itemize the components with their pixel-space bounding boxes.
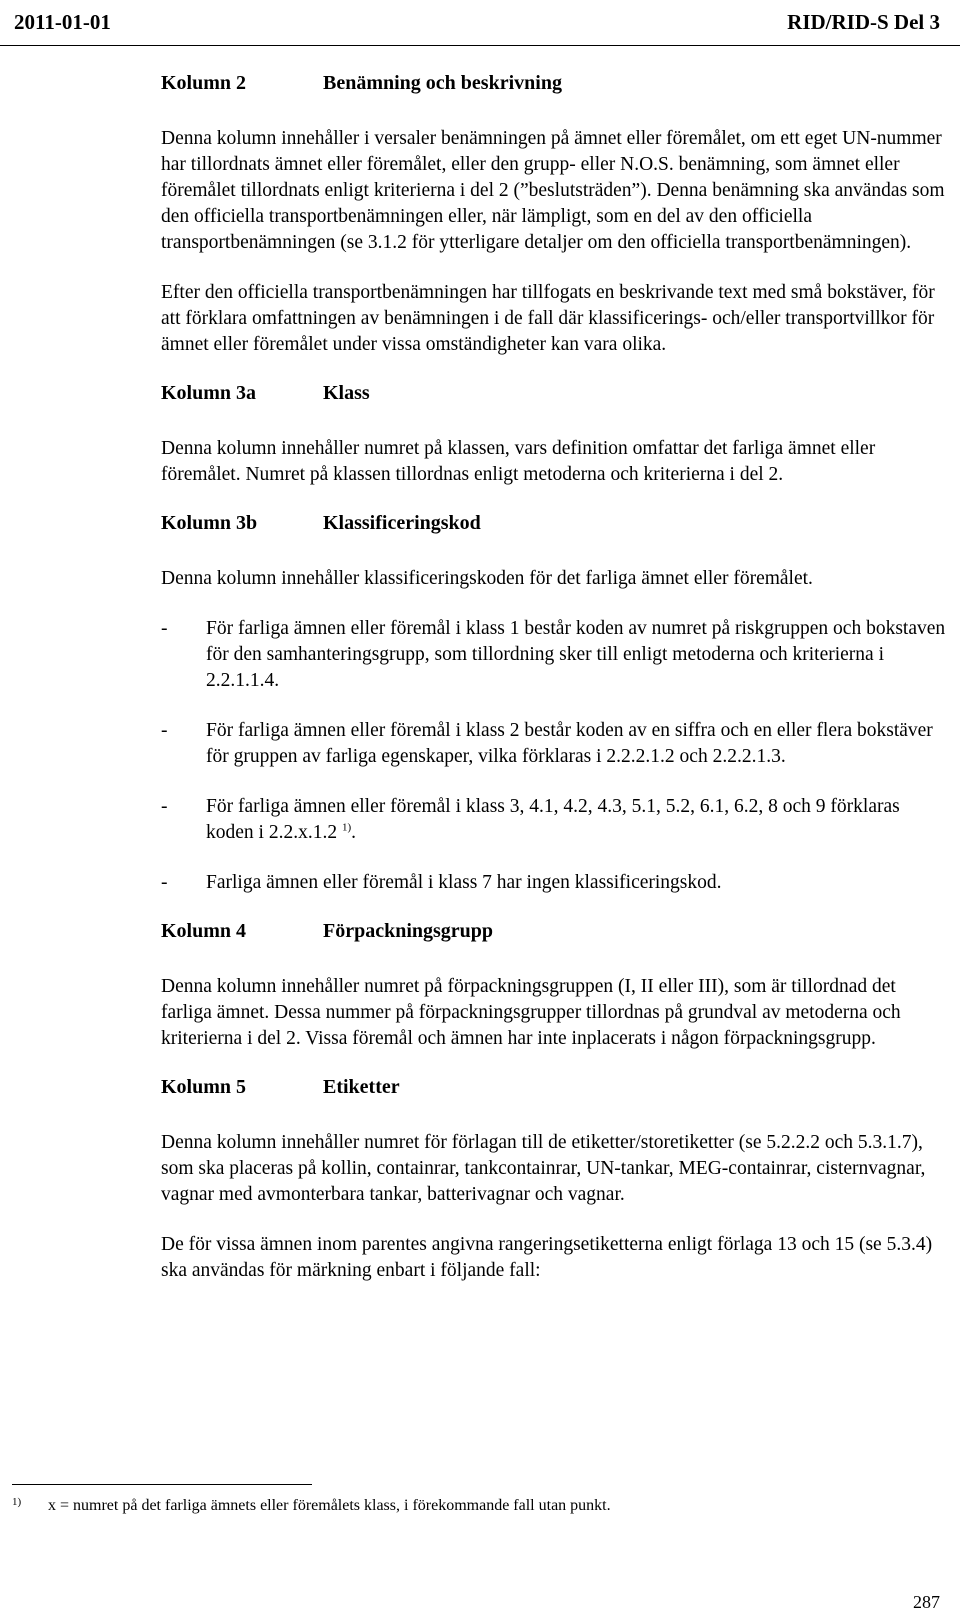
section-title: Förpackningsgrupp <box>323 920 494 942</box>
section-heading-kolumn-2 <box>161 72 951 102</box>
section-title: Benämning och beskrivning <box>323 72 562 94</box>
footnote-reference: 1) <box>341 821 352 834</box>
paragraph: Efter den officiella transportbenämningen har tillfogats en beskrivande text med små bokstäver, för att förklara omfattningen av benämningen i de fall där klassificerings- och/eller transportvillkor för ämnet eller föremålet under vissa omständigheter kan vara olika. <box>161 282 935 355</box>
header-date: 2011-01-01 <box>14 10 111 34</box>
list-item-text: För farliga ämnen eller föremål i klass 3, 4.1, 4.2, 4.3, 5.1, 5.2, 6.1, 6.2, 8 och 9 förklaras koden i 2.2.x.1.2 <box>206 796 900 843</box>
section-heading-kolumn-3b <box>161 512 951 542</box>
list-item-text: För farliga ämnen eller föremål i klass 1 består koden av numret på riskgruppen och bokstaven för den samhanteringsgrupp, som tillordning sker till enligt metoderna och kriterierna i 2.2.1.1.4. <box>206 618 946 691</box>
header-doc-title: RID/RID-S Del 3 <box>787 10 940 34</box>
paragraph: Denna kolumn innehåller numret för förlagan till de etiketter/storetiketter (se 5.2.2.2 och 5.3.1.7), som ska placeras på kollin, containrar, tankcontainrar, UN-tankar, MEG-containrar, cisternvagnar, vagnar med avmonterbara tankar, batterivagnar och vagnar. <box>161 1132 926 1205</box>
section-heading-kolumn-3a <box>161 382 951 412</box>
section-number: Kolumn 2 <box>161 72 247 94</box>
section-heading-kolumn-5 <box>161 1076 951 1106</box>
list-item <box>161 616 951 694</box>
paragraph: Denna kolumn innehåller klassificeringskoden för det farliga ämnet eller föremålet. <box>161 568 813 589</box>
dash-bullet: - <box>161 872 168 893</box>
paragraph: De för vissa ämnen inom parentes angivna rangeringsetiketterna enligt förlaga 13 och 15 (se 5.3.4) ska användas för märkning enbart i följande fall: <box>161 1234 933 1281</box>
footnote-separator <box>12 1484 312 1485</box>
section-title: Klass <box>323 382 370 404</box>
list-item <box>161 718 951 770</box>
paragraph: Denna kolumn innehåller numret på förpackningsgruppen (I, II eller III), som är tillordnad det farliga ämnet. Dessa nummer på förpackningsgrupper tillordnas på grundval av metoderna och kriterierna i del 2. Vissa föremål och ämnen har inte inplacerats i någon förpackningsgrupp. <box>161 976 901 1049</box>
section-number: Kolumn 3a <box>161 382 257 404</box>
section-number: Kolumn 3b <box>161 512 258 534</box>
footnote-mark: 1) <box>12 1496 22 1508</box>
page-content <box>161 72 951 1284</box>
section-title: Klassificeringskod <box>323 512 481 534</box>
footnote-text: x = numret på det farliga ämnets eller föremålets klass, i förekommande fall utan punkt. <box>48 1497 611 1514</box>
list-item-text: För farliga ämnen eller föremål i klass 2 består koden av en siffra och en eller flera bokstäver för gruppen av farliga egenskaper, vilka förklaras i 2.2.2.1.2 och 2.2.2.1.3. <box>206 720 933 767</box>
paragraph: Denna kolumn innehåller i versaler benämningen på ämnet eller föremålet, om ett eget UN-nummer har tillordnats ämnet eller föremålet, eller den grupp- eller N.O.S. benämning, som ämnet eller föremålet tillordnats enligt kriterierna i del 2 (”beslutsträden”). Denna benämning ska användas som den officiella transportbenämningen eller, när lämpligt, som en del av den officiella transportbenämningen (se 3.1.2 för ytterligare detaljer om den officiella transportbenämningen). <box>161 128 945 253</box>
page-header <box>0 0 960 46</box>
section-number: Kolumn 4 <box>161 920 247 942</box>
list-item-text-end: . <box>351 822 356 843</box>
list-item <box>161 870 951 896</box>
section-title: Etiketter <box>323 1076 400 1098</box>
section-number: Kolumn 5 <box>161 1076 247 1098</box>
dash-bullet: - <box>161 618 168 639</box>
list-item-text: Farliga ämnen eller föremål i klass 7 har ingen klassificeringskod. <box>206 872 722 893</box>
page-number: 287 <box>913 1592 940 1612</box>
dash-bullet: - <box>161 796 168 817</box>
dash-bullet: - <box>161 720 168 741</box>
section-heading-kolumn-4 <box>161 920 951 950</box>
paragraph: Denna kolumn innehåller numret på klassen, vars definition omfattar det farliga ämnet eller föremålet. Numret på klassen tillordnas enligt metoderna och kriterierna i del 2. <box>161 438 876 485</box>
list-item <box>161 794 951 846</box>
